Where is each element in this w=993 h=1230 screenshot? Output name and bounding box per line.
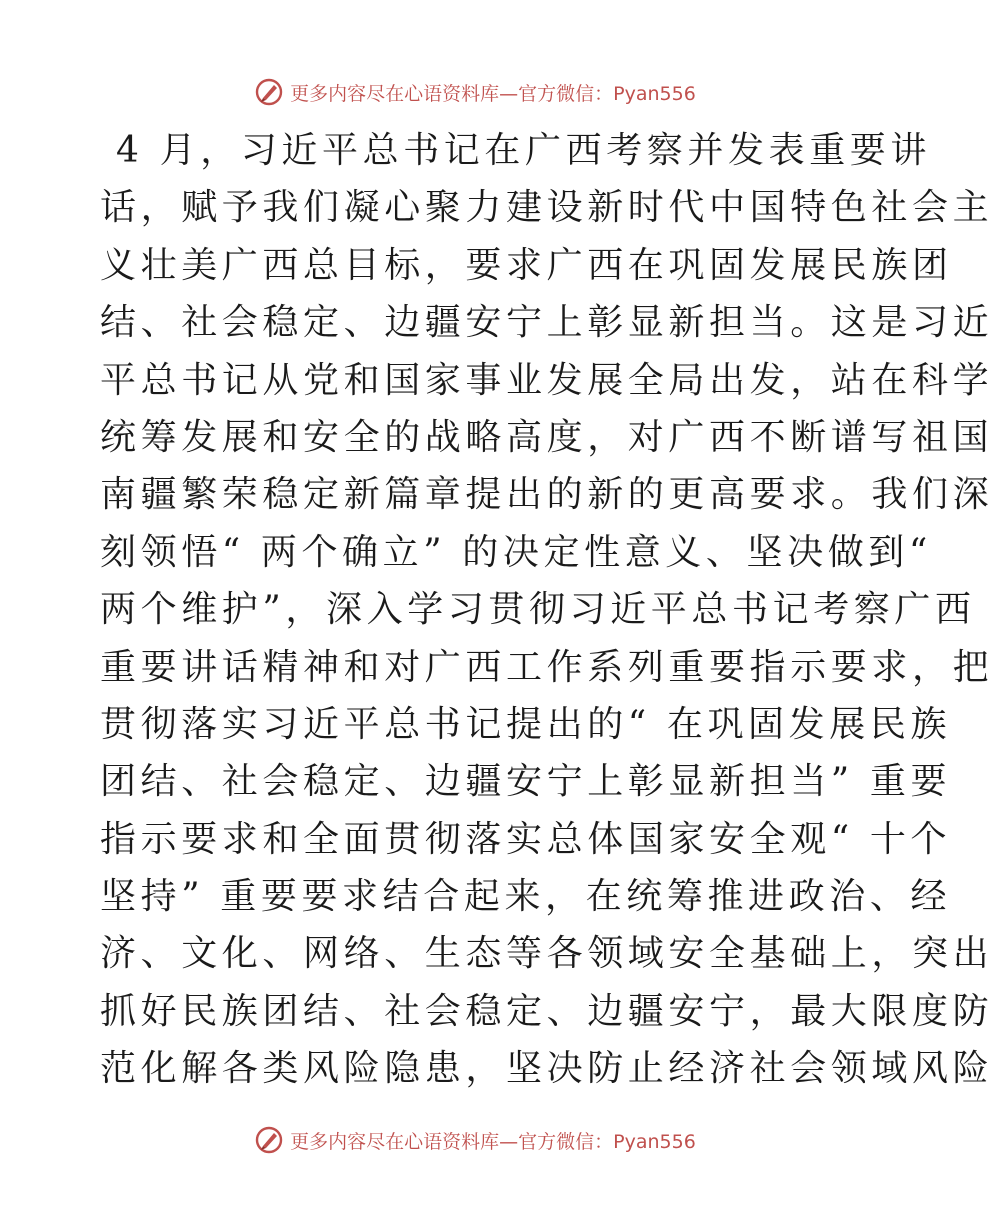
pen-circle-logo-icon (254, 77, 284, 107)
body-line: 抓好民族团结、社会稳定、边疆安宁，最大限度防 (100, 990, 993, 1032)
body-line: 话，赋予我们凝心聚力建设新时代中国特色社会主 (100, 187, 993, 229)
body-line: 两个维护”，深入学习贯彻习近平总书记考察广西 (100, 589, 976, 631)
body-line: 义壮美广西总目标，要求广西在巩固发展民族团 (100, 244, 953, 286)
body-line: 南疆繁荣稳定新篇章提出的新的更高要求。我们深 (100, 474, 993, 516)
body-line: 指示要求和全面贯彻落实总体国家安全观“ 十个 (100, 818, 952, 860)
body-line: 刻领悟“ 两个确立” 的决定性意义、坚决做到“ (100, 531, 932, 573)
pen-circle-logo-icon (254, 1125, 284, 1155)
body-line: 团结、社会稳定、边疆安宁上彰显新担当” 重要 (100, 761, 952, 803)
body-line: 贯彻落实习近平总书记提出的“ 在巩固发展民族 (100, 703, 952, 745)
body-line: 重要讲话精神和对广西工作系列重要指示要求，把 (100, 646, 993, 688)
footer-banner-text: 更多内容尽在心语资料库—官方微信：Pyan556 (290, 1130, 696, 1153)
body-line: 平总书记从党和国家事业发展全局出发，站在科学 (100, 359, 993, 401)
body-line: 结、社会稳定、边疆安宁上彰显新担当。这是习近 (100, 302, 993, 344)
body-line: 范化解各类风险隐患，坚决防止经济社会领域风险 (100, 1048, 993, 1090)
footer-banner (0, 1120, 950, 1160)
body-line: 4 月，习近平总书记在广西考察并发表重要讲 (100, 130, 931, 171)
header-banner-text: 更多内容尽在心语资料库—官方微信：Pyan556 (290, 82, 696, 105)
document-body (100, 122, 993, 1098)
body-line: 统筹发展和安全的战略高度，对广西不断谱写祖国 (100, 416, 993, 458)
body-line: 坚持” 重要要求结合起来，在统筹推进政治、经 (100, 876, 952, 918)
body-line: 济、文化、网络、生态等各领域安全基础上，突出 (100, 933, 993, 975)
header-banner (0, 72, 950, 112)
